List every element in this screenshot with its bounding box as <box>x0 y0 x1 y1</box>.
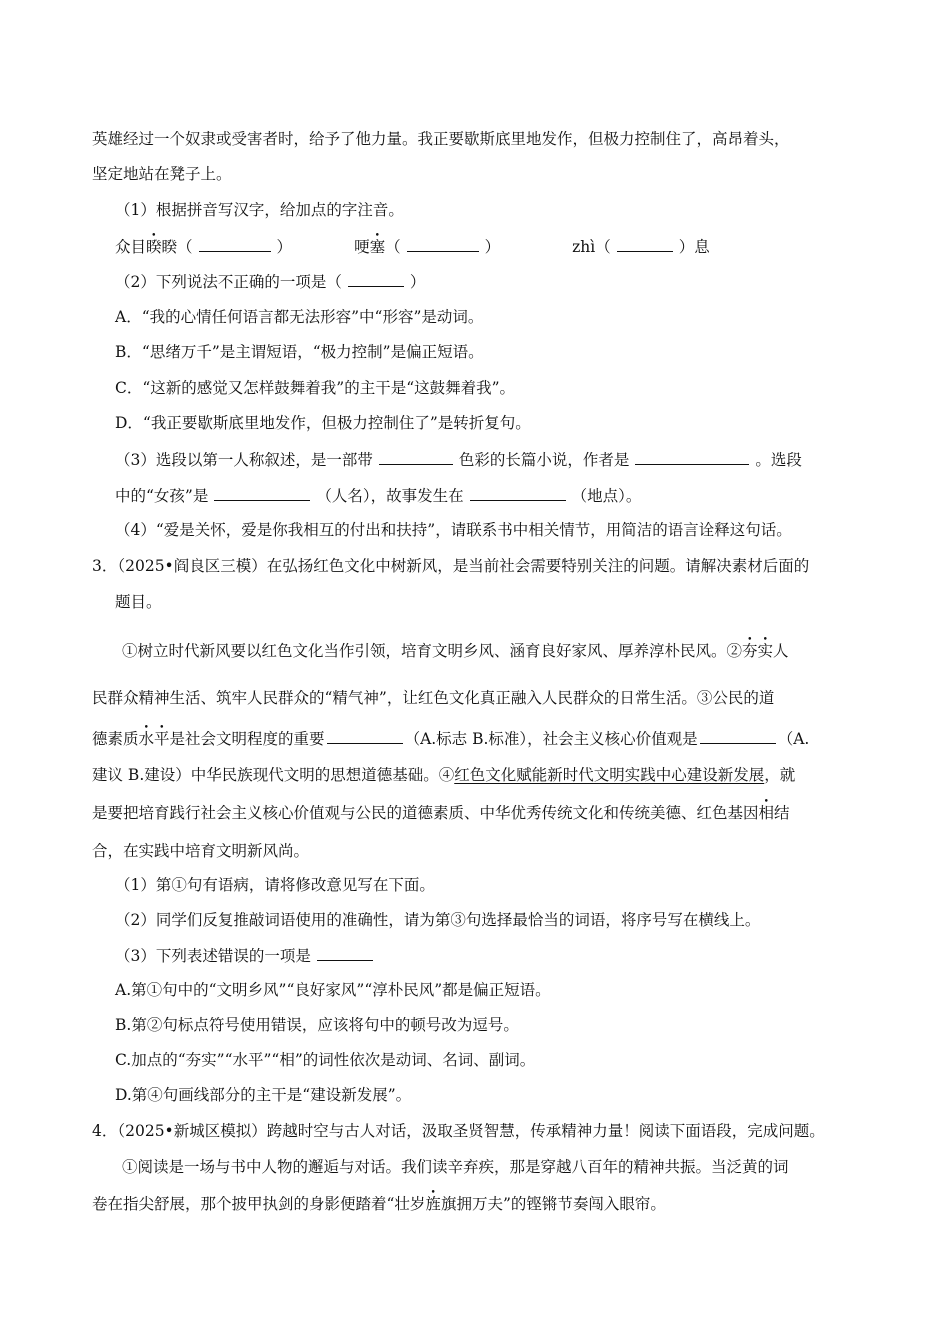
question-4-header: 4．（2025•新城区模拟）跨越时空与古人对话，汲取圣贤智慧，传承精神力量！阅读下面语段，完成问题。 <box>92 1122 825 1140</box>
question-text: （人名），故事发生在 <box>316 487 464 505</box>
q3-option-d: D.第④句画线部分的主干是“建设新发展”。 <box>115 1086 412 1104</box>
question-text: （地点）。 <box>571 487 642 505</box>
answer-blank[interactable] <box>199 235 271 252</box>
answer-blank[interactable] <box>379 448 453 465</box>
passage-text: 建议 B.建设）中华民族现代文明的思想道德基础。④ <box>92 766 455 784</box>
word-text: （ <box>385 238 401 256</box>
question-text: （3）选段以第一人称叙述，是一部带 <box>115 451 373 469</box>
q3-subquestion-1: （1）第①句有语病，请将修改意见写在下面。 <box>115 876 435 894</box>
dotted-char: 睽 <box>146 238 162 256</box>
word-text: 众目 <box>115 238 147 256</box>
answer-blank[interactable] <box>617 235 673 252</box>
question-text: 。选段 <box>755 451 802 469</box>
passage-text: 是社会文明程度的重要 <box>169 730 325 748</box>
answer-blank[interactable] <box>407 235 479 252</box>
q3-passage-line <box>92 727 809 750</box>
q3-option-c: C.加点的“夯实”“水平”“相”的词性依次是动词、名词、副词。 <box>115 1051 536 1069</box>
q3-subquestion-3 <box>115 944 379 967</box>
dotted-char: 平 <box>154 730 170 748</box>
option-d: D．“我正要歇斯底里地发作，但极力控制住了”是转折复句。 <box>115 414 531 432</box>
answer-blank[interactable] <box>214 484 310 501</box>
passage-line: 英雄经过一个奴隶或受害者时，给予了他力量。我正要歇斯底里地发作，但极力控制住了，高昂着头， <box>92 130 790 148</box>
question-3-header: 3．（2025•阎良区三模）在弘扬红色文化中树新风，是当前社会需要特别关注的问题。请解决素材后面的 <box>92 557 810 575</box>
word-text: ） <box>484 238 501 256</box>
question-3-header: 题目。 <box>115 593 162 611</box>
question-text: 色彩的长篇小说，作者是 <box>458 451 630 469</box>
subquestion-3-line1 <box>115 448 802 471</box>
passage-text: ，就 <box>764 766 796 784</box>
subquestion-3-line2 <box>115 484 641 507</box>
option-a: A．“我的心情任何语言都无法形容”中“形容”是动词。 <box>115 308 484 326</box>
dotted-char: 夯 <box>742 642 758 660</box>
passage-text: 是要把培育践行社会主义核心价值观与公民的道德素质、中华优秀传统文化和传统美德、红色基因 <box>92 804 759 822</box>
q4-passage-line <box>92 1193 666 1215</box>
q3-passage-line: 民群众精神生活、筑牢人民群众的“精气神”，让红色文化真正融入人民群众的日常生活。③公民的道 <box>92 689 775 707</box>
q4-passage-line: ①阅读是一场与书中人物的邂逅与对话。我们读辛弃疾，那是穿越八百年的精神共振。当泛黄的词 <box>122 1158 789 1176</box>
pinyin-items-row <box>115 235 710 258</box>
underlined-text: 红色文化赋能新时代文明实践中心建设新发展 <box>454 766 765 784</box>
question-text: （3）下列表述错误的一项是 <box>115 947 311 965</box>
passage-text: 旗拥万夫”的铿锵节奏闯入眼帘。 <box>440 1195 666 1213</box>
passage-text: 德素质 <box>92 730 139 748</box>
dotted-char: 相 <box>758 804 775 822</box>
option-b: B．“思绪万千”是主谓短语，“极力控制”是偏正短语。 <box>115 343 484 361</box>
word-text: ）息 <box>678 238 710 256</box>
answer-blank[interactable] <box>348 270 404 287</box>
passage-text: ①树立时代新风要以红色文化当作引领，培育文明乡风、涵育良好家风、厚养淳朴民风。② <box>122 642 743 660</box>
dotted-char: 旌 <box>425 1195 441 1213</box>
dotted-char: 塞 <box>369 238 386 256</box>
answer-blank[interactable] <box>317 944 373 961</box>
dotted-char: 实 <box>757 642 774 660</box>
subquestion-1-title: （1）根据拼音写汉字，给加点的字注音。 <box>115 201 404 219</box>
q3-option-b: B.第②句标点符号使用错误，应该将句中的顿号改为逗号。 <box>115 1016 519 1034</box>
option-c: C．“这新的感觉又怎样鼓舞着我”的主干是“这鼓舞着我”。 <box>115 379 516 397</box>
passage-text: 卷在指尖舒展，那个披甲执剑的身影便踏着“壮岁 <box>92 1195 426 1213</box>
word-text: ） <box>276 238 293 256</box>
question-text: 中的“女孩”是 <box>115 487 209 505</box>
q3-option-a: A.第①句中的“文明乡风”“良好家风”“淳朴民风”都是偏正短语。 <box>115 981 551 999</box>
q3-subquestion-2: （2）同学们反复推敲词语使用的准确性，请为第③句选择最恰当的词语，将序号写在横线上。 <box>115 911 761 929</box>
q3-passage-line <box>92 802 790 824</box>
answer-blank[interactable] <box>635 448 749 465</box>
subquestion-2-title <box>115 270 425 293</box>
word-item-2 <box>354 238 401 256</box>
passage-text: 人 <box>773 642 789 660</box>
word-text: 哽 <box>354 238 370 256</box>
subquestion-4: （4）“爱是关怀，爱是你我相互的付出和扶持”，请联系书中相关情节，用简洁的语言诠释这句话。 <box>115 521 792 539</box>
dotted-char: 水 <box>138 730 155 748</box>
question-text: （2）下列说法不正确的一项是（ <box>115 273 342 291</box>
q3-passage-line <box>122 640 789 662</box>
question-text: ） <box>409 273 426 291</box>
answer-blank[interactable] <box>470 484 566 501</box>
word-text: zhì（ <box>572 238 611 256</box>
word-item-1 <box>115 238 193 256</box>
passage-text: 结 <box>774 804 790 822</box>
q3-passage-line: 合，在实践中培育文明新风尚。 <box>92 842 310 860</box>
q3-passage-line <box>92 764 795 786</box>
answer-blank[interactable] <box>327 727 403 744</box>
passage-text: （A.标志 B.标准），社会主义核心价值观是 <box>404 730 698 748</box>
passage-text: （A. <box>777 730 810 748</box>
answer-blank[interactable] <box>700 727 776 744</box>
passage-line: 坚定地站在凳子上。 <box>92 165 232 183</box>
word-text: 睽（ <box>161 238 193 256</box>
